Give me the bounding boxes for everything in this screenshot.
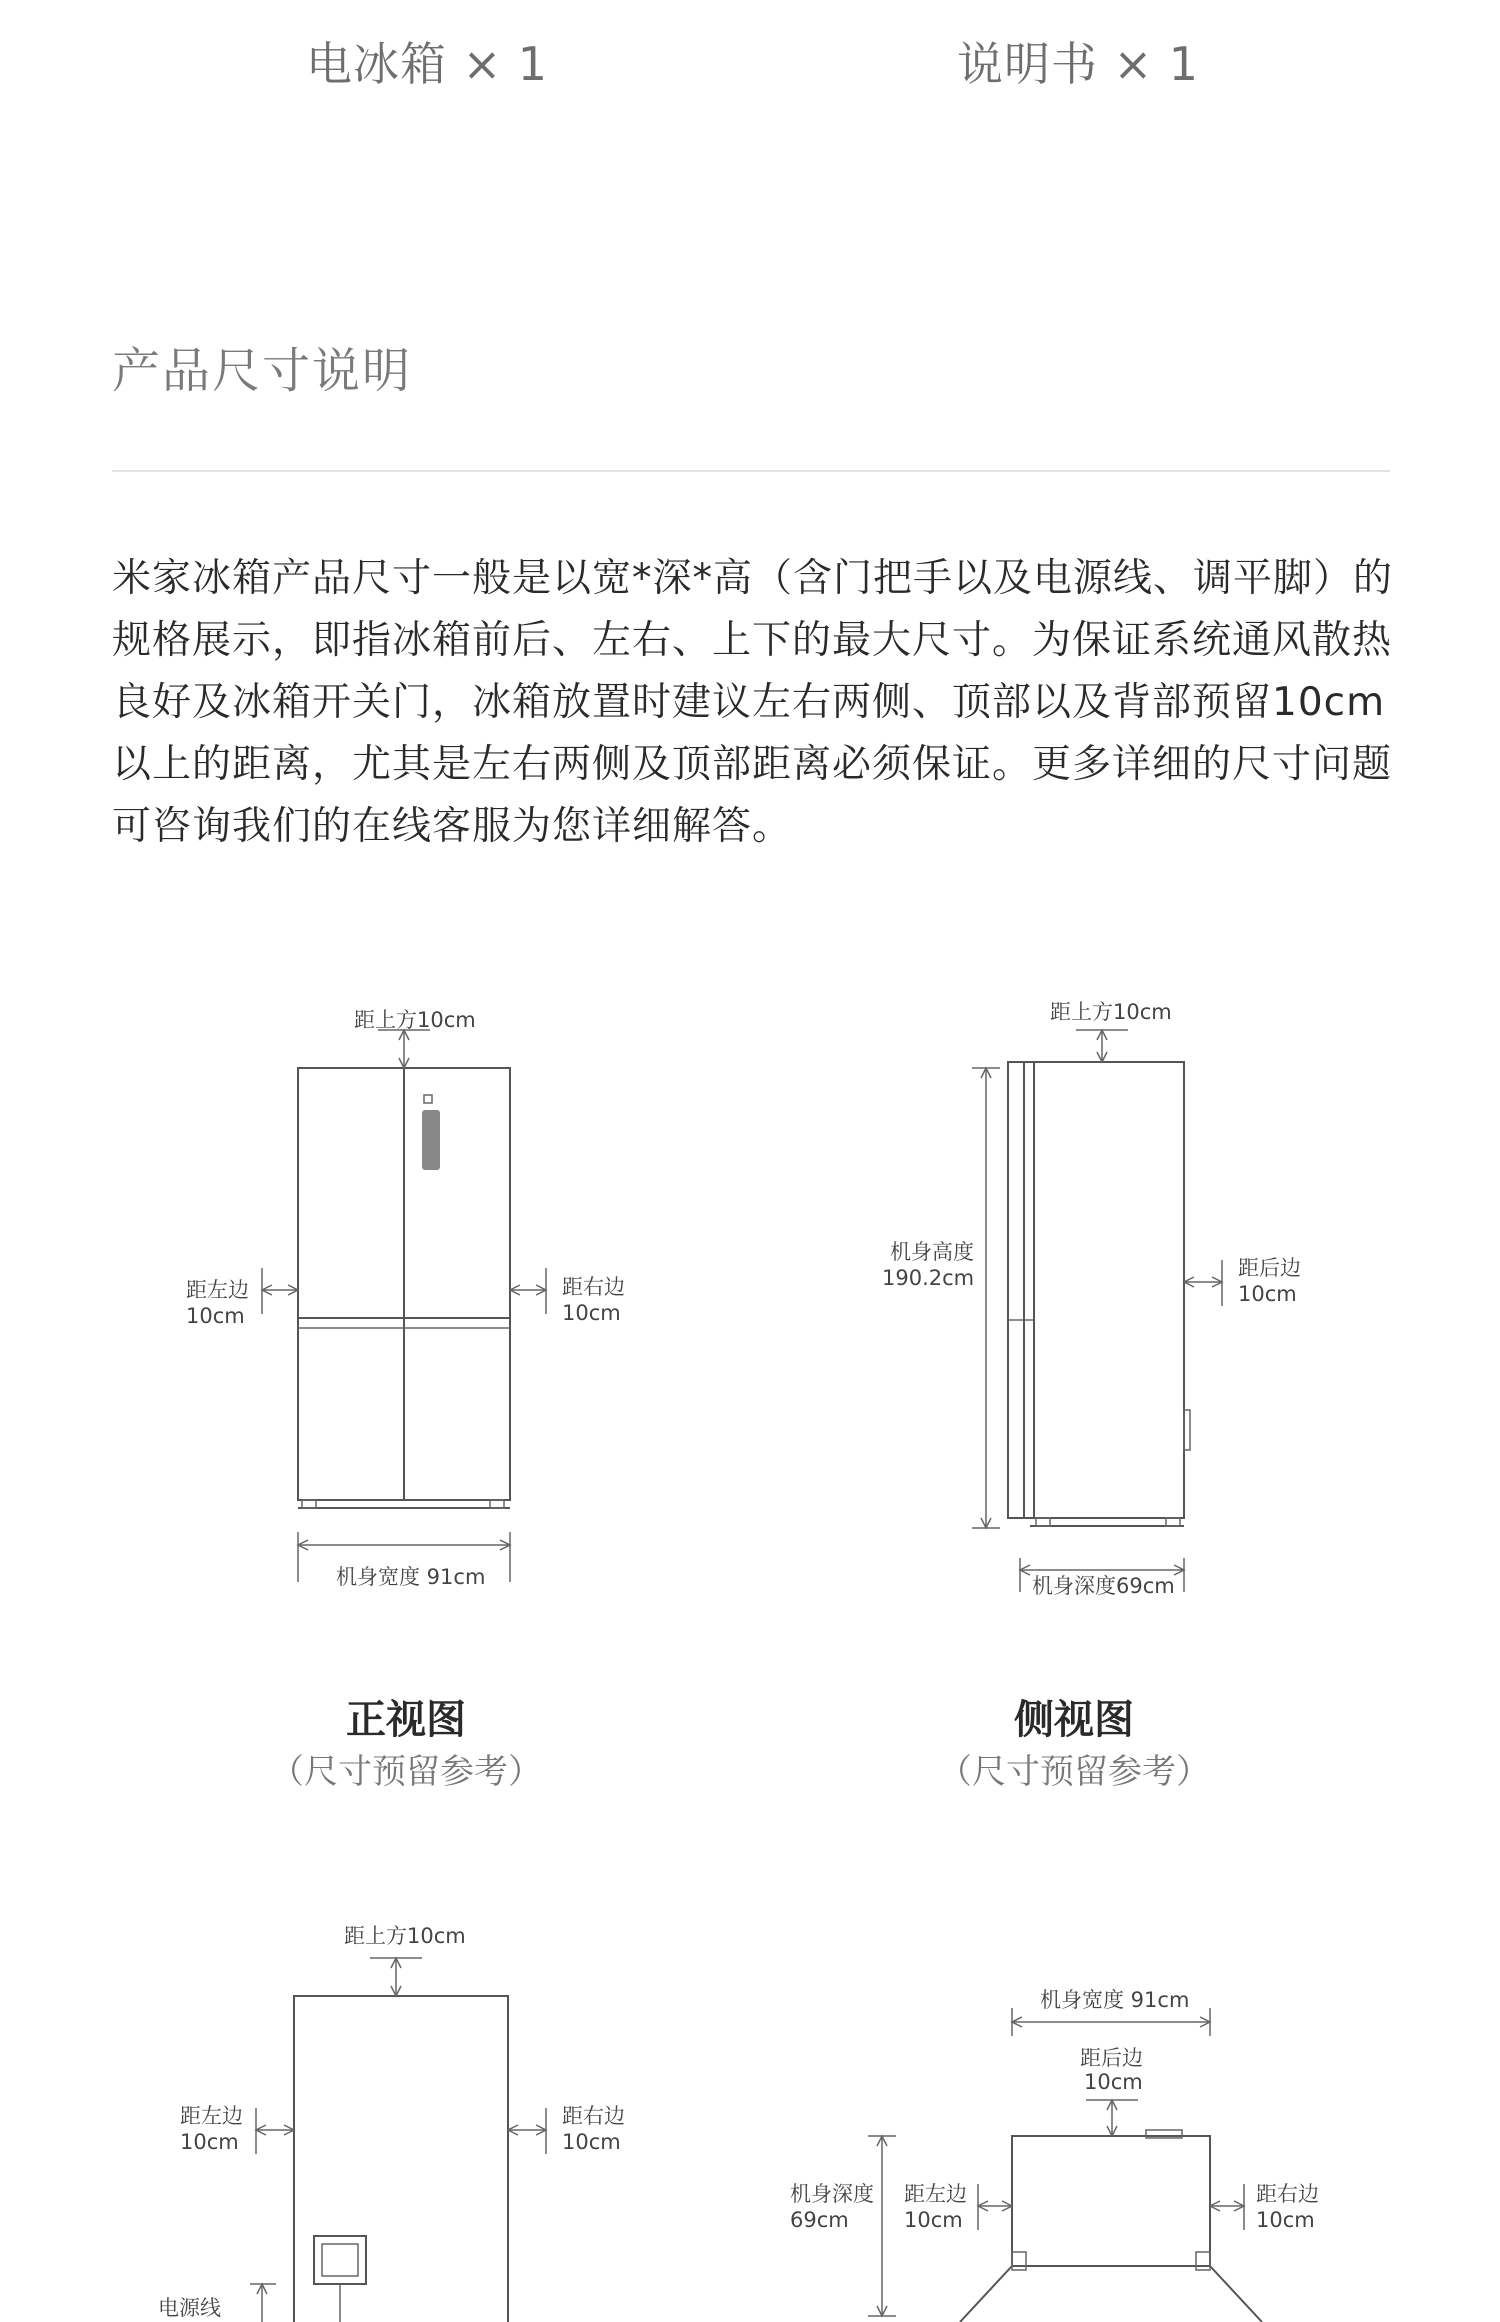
top-right-gap-value: 10cm: [1256, 2208, 1315, 2232]
back-right-gap-value: 10cm: [562, 2130, 621, 2154]
side-depth-label: 机身深度69cm: [1032, 1574, 1175, 1598]
front-right-gap-value: 10cm: [562, 1301, 621, 1325]
front-view-drawing: [262, 1030, 546, 1582]
back-power-cord-label: 电源线: [158, 2296, 221, 2320]
top-right-gap-label: 距右边: [1256, 2182, 1319, 2206]
front-left-gap-value: 10cm: [186, 1304, 245, 1328]
side-back-gap-value: 10cm: [1238, 1282, 1297, 1306]
top-width-label: 机身宽度 91cm: [1040, 1988, 1190, 2012]
back-right-gap-label: 距右边: [562, 2104, 625, 2128]
back-view-drawing: [250, 1958, 546, 2322]
section-title: 产品尺寸说明: [112, 343, 413, 399]
side-height-value: 190.2cm: [882, 1266, 975, 1290]
side-view-caption: 侧视图: [1014, 1697, 1134, 1743]
top-back-gap-label: 距后边: [1080, 2046, 1143, 2070]
side-back-gap-label: 距后边: [1238, 1256, 1301, 1280]
side-top-gap-label: 距上方10cm: [1050, 1000, 1172, 1024]
front-left-gap-label: 距左边: [186, 1278, 249, 1302]
description-paragraph: 米家冰箱产品尺寸一般是以宽*深*高（含门把手以及电源线、调平脚）的规格展示，即指冰箱前后、左右、上下的最大尺寸。为保证系统通风散热良好及冰箱开关门，冰箱放置时建议左右两侧、顶部以及背部预留10cm以上的距离，尤其是左右两侧及顶部距离必须保证。更多详细的尺寸问题可咨询我们的在线客服为您详细解答。: [112, 556, 1394, 849]
front-right-gap-label: 距右边: [562, 1275, 625, 1299]
back-left-gap-value: 10cm: [180, 2130, 239, 2154]
top-depth-value: 69cm: [790, 2208, 849, 2232]
package-item-fridge: 电冰箱 × 1: [306, 37, 549, 91]
side-view-subcaption: （尺寸预留参考）: [938, 1752, 1210, 1792]
front-top-gap-label: 距上方10cm: [354, 1008, 476, 1032]
package-item-manual: 说明书 × 1: [957, 37, 1200, 91]
back-top-gap-label: 距上方10cm: [344, 1924, 466, 1948]
side-view-drawing: [972, 1030, 1222, 1592]
top-left-gap-label: 距左边: [904, 2182, 967, 2206]
front-width-label: 机身宽度 91cm: [336, 1565, 486, 1589]
top-back-gap-value: 10cm: [1084, 2070, 1143, 2094]
top-depth-label: 机身深度: [790, 2182, 874, 2206]
side-height-label: 机身高度: [890, 1240, 974, 1264]
front-view-subcaption: （尺寸预留参考）: [270, 1752, 542, 1792]
top-left-gap-value: 10cm: [904, 2208, 963, 2232]
front-view-caption: 正视图: [346, 1697, 466, 1743]
top-view-drawing: [868, 2008, 1262, 2322]
back-left-gap-label: 距左边: [180, 2104, 243, 2128]
